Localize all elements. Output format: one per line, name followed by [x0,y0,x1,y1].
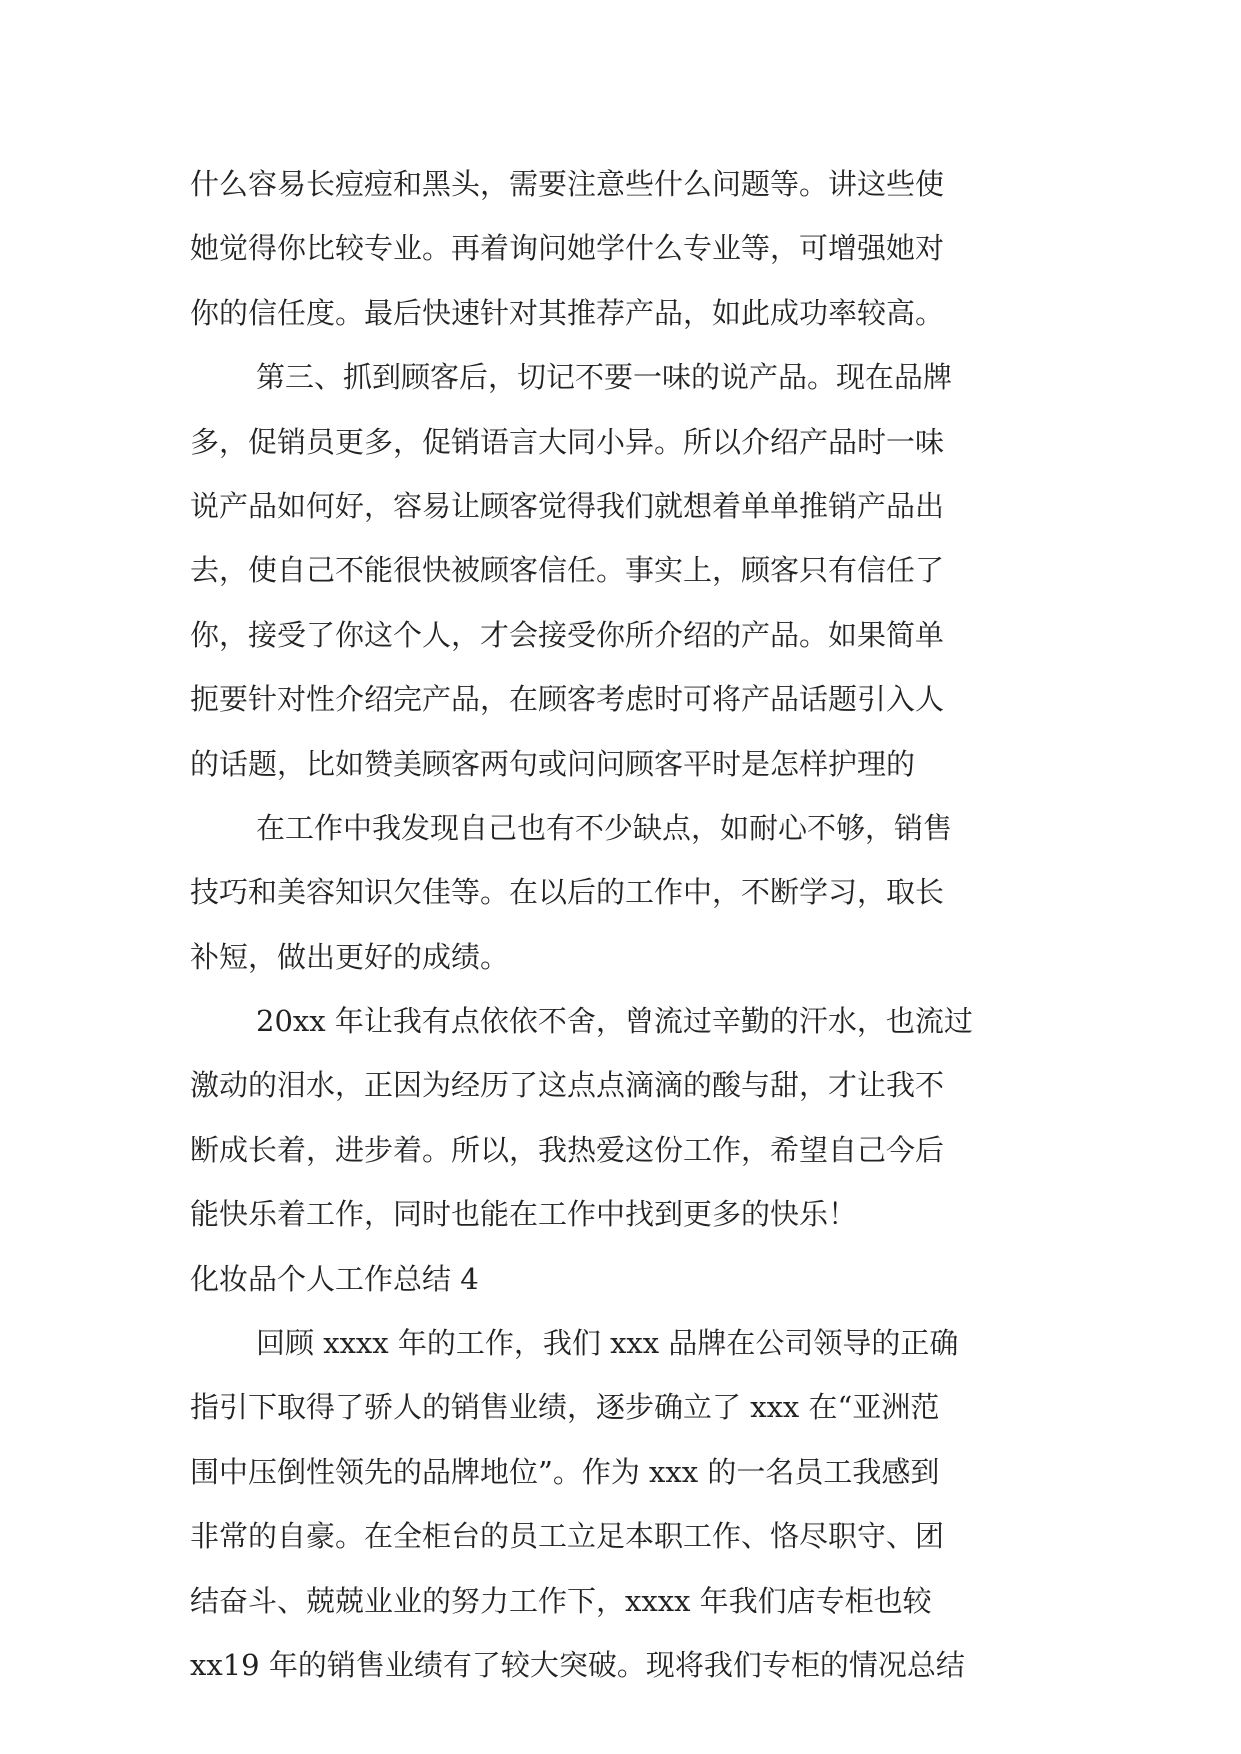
paragraph-first-line: 20xx 年让我有点依依不舍，曾流过辛勤的汗水，也流过 [256,1004,973,1039]
text-line: 围中压倒性领先的品牌地位”。作为 xxx 的一名员工我感到 [190,1454,940,1489]
text-line: 去，使自己不能很快被顾客信任。事实上，顾客只有信任了 [190,553,945,588]
text-line: 激动的泪水，正因为经历了这点点滴滴的酸与甜，才让我不 [190,1068,945,1103]
text-line: 结奋斗、兢兢业业的努力工作下，xxxx 年我们店专柜也较 [190,1583,932,1618]
text-line: 指引下取得了骄人的销售业绩，逐步确立了 xxx 在“亚洲范 [190,1390,940,1425]
paragraph-first-line: 第三、抓到顾客后，切记不要一味的说产品。现在品牌 [256,360,953,395]
text-line: 补短，做出更好的成绩。 [190,939,510,974]
paragraph-first-line: 回顾 xxxx 年的工作，我们 xxx 品牌在公司领导的正确 [256,1326,959,1361]
text-line: 多，促销员更多，促销语言大同小异。所以介绍产品时一味 [190,424,945,459]
text-line: xx19 年的销售业绩有了较大突破。现将我们专柜的情况总结 [190,1647,965,1682]
text-line: 能快乐着工作，同时也能在工作中找到更多的快乐！ [190,1197,858,1232]
text-line: 你，接受了你这个人，才会接受你所介绍的产品。如果简单 [190,617,945,652]
text-line: 扼要针对性介绍完产品，在顾客考虑时可将产品话题引入人 [190,682,945,717]
text-line: 什么容易长痘痘和黑头，需要注意些什么问题等。讲这些使 [190,167,945,201]
document-body [190,152,1060,1697]
text-line: 断成长着，进步着。所以，我热爱这份工作，希望自己今后 [190,1132,945,1167]
text-line: 她觉得你比较专业。再着询问她学什么专业等，可增强她对 [190,231,945,266]
section-heading: 化妆品个人工作总结 4 [190,1261,479,1296]
paragraph-first-line: 在工作中我发现自己也有不少缺点，如耐心不够，销售 [256,810,953,845]
text-line: 非常的自豪。在全柜台的员工立足本职工作、恪尽职守、团 [190,1519,945,1554]
text-line: 说产品如何好，容易让顾客觉得我们就想着单单推销产品出 [190,488,945,523]
text-line: 你的信任度。最后快速针对其推荐产品，如此成功率较高。 [190,295,945,330]
text-line: 的话题，比如赞美顾客两句或问问顾客平时是怎样护理的 [190,746,916,781]
text-line: 技巧和美容知识欠佳等。在以后的工作中，不断学习，取长 [190,875,945,910]
